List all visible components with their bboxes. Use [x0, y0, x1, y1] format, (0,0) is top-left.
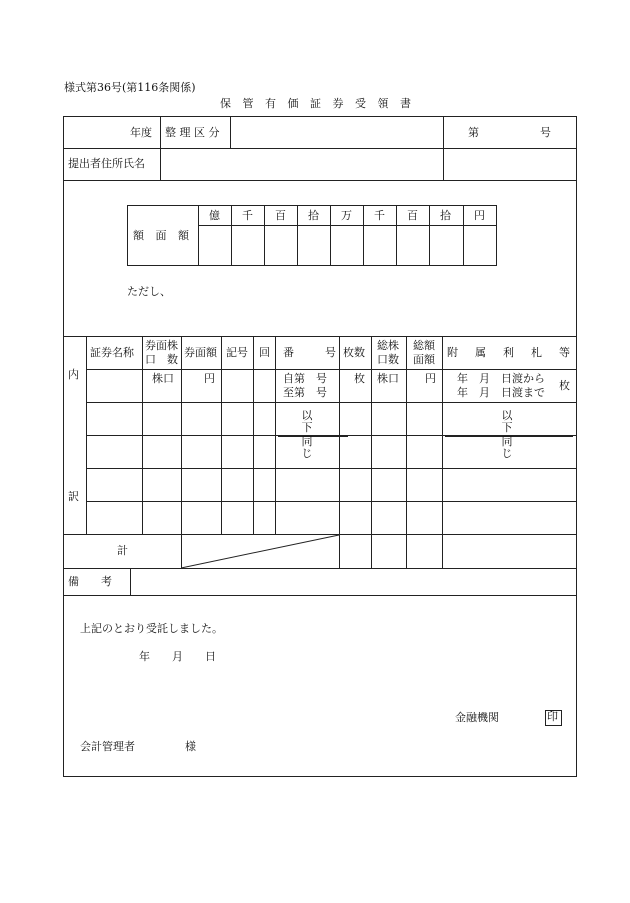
total-label: 計 [117, 544, 128, 557]
row1-kabukuchi: 株口 [152, 372, 174, 385]
col-header-kigo: 記号 [226, 346, 248, 359]
row1-shidai: 至第 号 [283, 386, 327, 399]
col-header-kenmen-gaku: 券面額 [184, 346, 217, 359]
seiri-kubun-label: 整 理 区 分 [165, 126, 220, 139]
fiscal-year-label: 年度 [130, 126, 152, 139]
digit-ju: 拾 [308, 209, 319, 222]
row1-mai: 枚 [354, 372, 365, 385]
statement-text: 上記のとおり受託しました。 [80, 622, 223, 635]
row1-total-en: 円 [425, 372, 436, 385]
col-header-kai: 回 [259, 346, 270, 359]
digit-man: 万 [341, 209, 352, 222]
digit-sen: 千 [242, 209, 253, 222]
seal-label: 印 [547, 710, 558, 723]
row1-en: 円 [204, 372, 215, 385]
col-header-kenmen-kabu-2: 口 数 [145, 353, 178, 366]
total-diagonal-line [181, 534, 340, 569]
ika-onaji-2-char-2: 下 [501, 421, 513, 434]
ika-onaji-2-char-4: じ [501, 447, 513, 460]
accountant-label: 会計管理者 [80, 740, 135, 753]
col-header-fuzoku: 附 属 利 札 等 [447, 346, 573, 359]
remarks-label: 備 考 [68, 575, 112, 588]
ika-onaji-1-char-3: 同 [301, 435, 313, 448]
row1-coupon-mai: 枚 [559, 379, 570, 392]
date-line: 年 月 日 [139, 650, 216, 663]
tadashi-text: ただし、 [127, 285, 171, 298]
col-header-sogaku-1: 総額 [413, 339, 435, 352]
dai-label: 第 [468, 126, 479, 139]
col-header-sokabu-2: 口数 [377, 353, 399, 366]
ika-onaji-2-char-1: 以 [501, 409, 513, 422]
breakdown-side-bottom: 訳 [68, 490, 79, 503]
digit-hyaku-2: 百 [407, 209, 418, 222]
ika-onaji-1-char-2: 下 [301, 421, 313, 434]
document-title: 保 管 有 価 証 券 受 領 書 [220, 97, 415, 110]
go-label: 号 [540, 126, 551, 139]
digit-ju-2: 拾 [440, 209, 451, 222]
col-header-sogaku-2: 面額 [413, 353, 435, 366]
col-header-name: 証券名称 [90, 346, 134, 359]
submitter-label: 提出者住所氏名 [68, 157, 145, 170]
digit-oku: 億 [209, 209, 220, 222]
row1-to-date: 年 月 日渡まで [457, 386, 545, 399]
col-header-go: 号 [325, 346, 336, 359]
breakdown-side-top: 内 [68, 368, 79, 381]
col-header-sokabu-1: 総株 [377, 339, 399, 352]
bank-label: 金融機関 [455, 711, 499, 724]
ika-onaji-1-char-4: じ [301, 447, 313, 460]
form-number-label: 様式第36号(第116条関係) [64, 81, 196, 94]
row1-total-kabukuchi: 株口 [377, 372, 399, 385]
digit-sen-2: 千 [374, 209, 385, 222]
ika-onaji-1-char-1: 以 [301, 409, 313, 422]
face-amount-label: 額 面 額 [133, 229, 193, 242]
sama-label: 様 [185, 740, 196, 753]
digit-hyaku: 百 [275, 209, 286, 222]
row1-from-date: 年 月 日渡から [457, 372, 545, 385]
col-header-ban: 番 [283, 346, 294, 359]
ika-onaji-2-char-3: 同 [501, 435, 513, 448]
digit-en: 円 [474, 209, 485, 222]
col-header-kenmen-kabu-1: 券面株 [145, 339, 178, 352]
row1-jidai: 自第 号 [283, 372, 327, 385]
col-header-maisu: 枚数 [343, 346, 365, 359]
